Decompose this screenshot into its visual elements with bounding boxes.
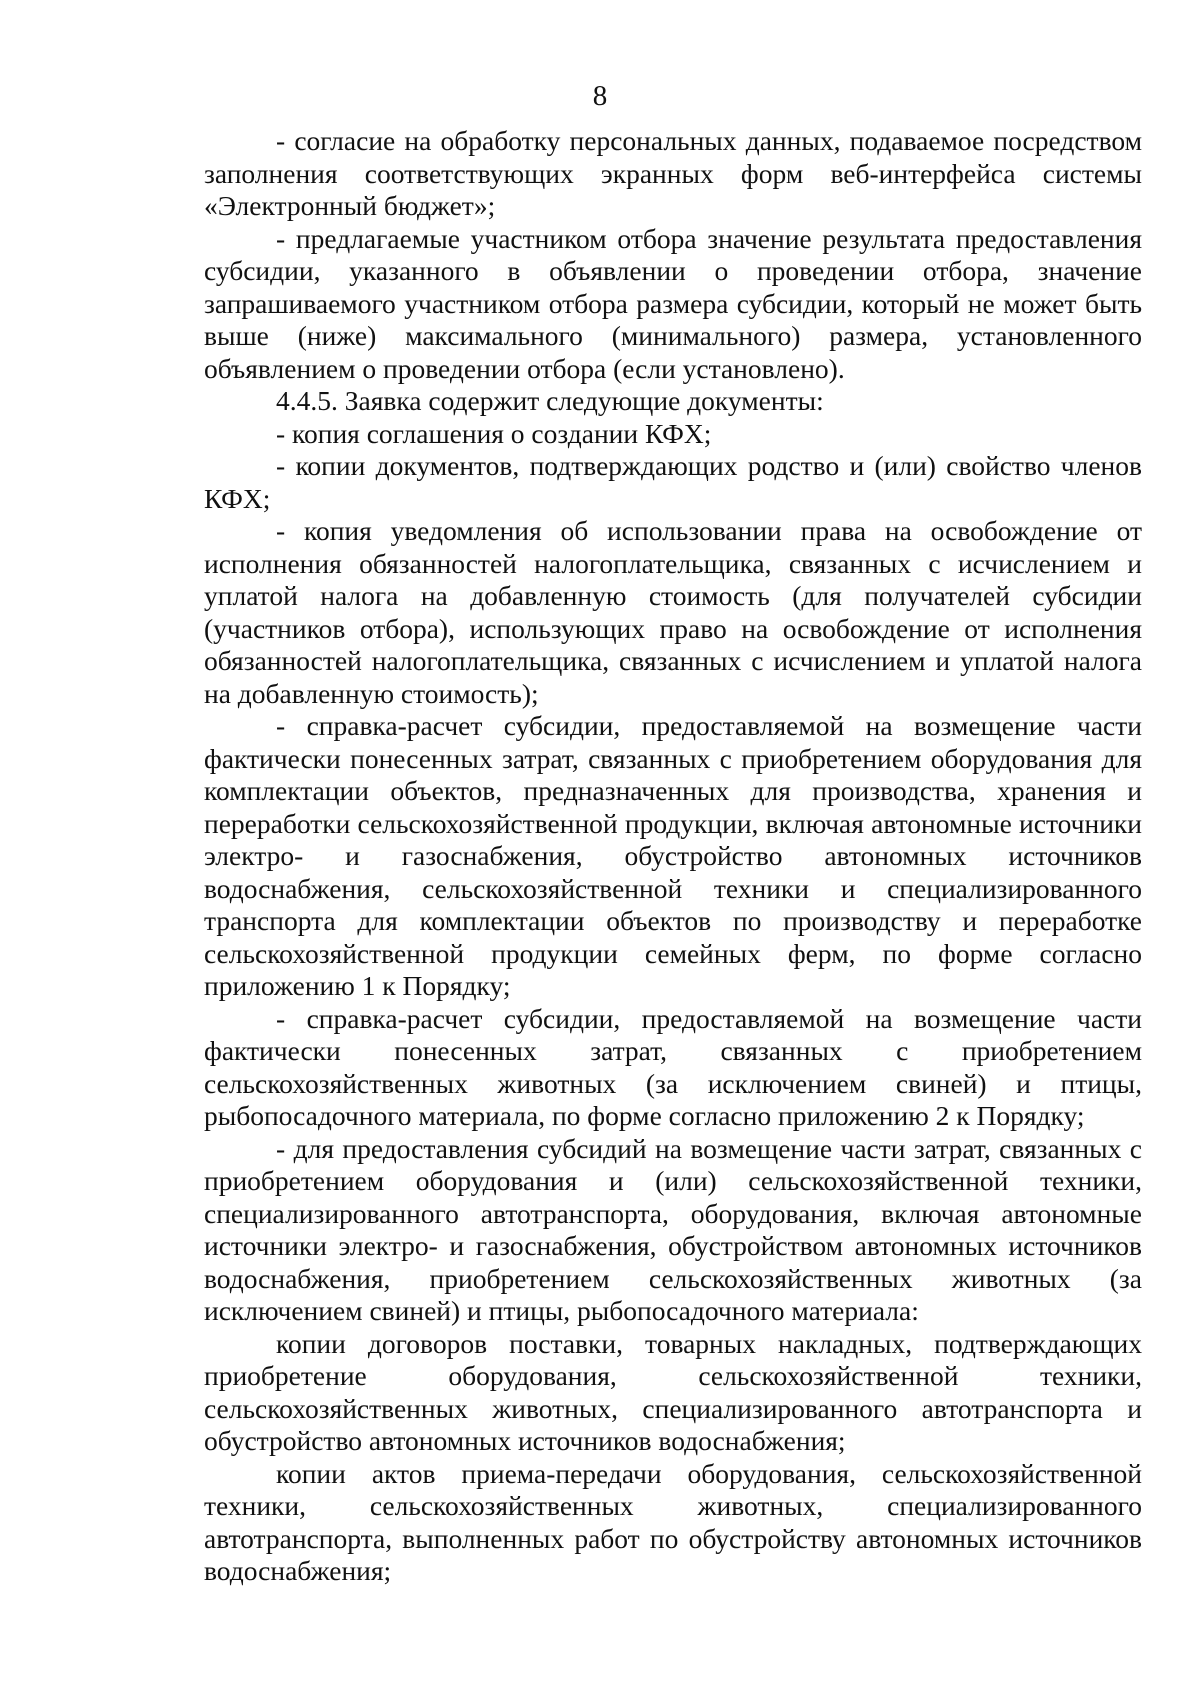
paragraph-supply-contracts: копии договоров поставки, товарных накладных, подтверждающих приобретение оборудования, сельскохозяйственной техники, сельскохозяйственных животных, специализированного автотранспорта и обустройство автономных источников водоснабжения; <box>204 1327 1142 1456</box>
paragraph-kfh-agreement: - копия соглашения о создании КФХ; <box>276 417 712 449</box>
paragraph-result-value: - предлагаемые участником отбора значение результата предоставления субсидии, указанного в объявлении о проведении отбора, значение запрашиваемого участником отбора размера субсидии, который не может быть выше (ниже) максимального (минимального) размера, установленного объявлением о проведении отбора (если установлено). <box>204 222 1142 384</box>
page-number: 8 <box>592 80 608 112</box>
paragraph-calculation-appendix-1: - справка-расчет субсидии, предоставляемой на возмещение части фактически понесенных затрат, связанных с приобретением оборудования для комплектации объектов, предназначенных для производства, хранения и переработки сельскохозяйственной продукции, включая автономные источники электро- и газоснабжения, обустройство автономных источников водоснабжения, сельскохозяйственной техники и специализированного транспорта для комплектации объектов по производству и переработке сельскохозяйственной продукции семейных ферм, по форме согласно приложению 1 к Порядку; <box>204 710 1142 1001</box>
paragraph-section-heading: 4.4.5. Заявка содержит следующие документы: <box>276 385 824 416</box>
paragraph-cost-documents: - для предоставления субсидий на возмещение части затрат, связанных с приобретением оборудования и (или) сельскохозяйственной техники, специализированного автотранспорта, оборудования, включая автономные источники электро- и газоснабжения, обустройством автономных источников водоснабжения, приобретением сельскохозяйственных животных (за исключением свиней) и птицы, рыбопосадочного материала: <box>204 1132 1142 1326</box>
paragraph-vat-notice: - копия уведомления об использовании права на освобождение от исполнения обязанностей налогоплательщика, связанных с исчислением и уплатой налога на добавленную стоимость (для получателей субсидии (участников отбора), использующих право на освобождение от исполнения обязанностей налогоплательщика, связанных с исчислением и уплатой налога на добавленную стоимость); <box>204 515 1142 709</box>
paragraph-consent: - согласие на обработку персональных данных, подаваемое посредством заполнения соответствующих экранных форм веб-интерфейса системы «Электронный бюджет»; <box>204 125 1142 221</box>
paragraph-kinship-documents: - копии документов, подтверждающих родство и (или) свойство членов КФХ; <box>204 450 1142 514</box>
document-body <box>204 125 1142 1588</box>
paragraph-acceptance-acts: копии актов приема-передачи оборудования, сельскохозяйственной техники, сельскохозяйственных животных, специализированного автотранспорта, выполненных работ по обустройству автономных источников водоснабжения; <box>204 1457 1142 1586</box>
paragraph-calculation-appendix-2: - справка-расчет субсидии, предоставляемой на возмещение части фактически понесенных затрат, связанных с приобретением сельскохозяйственных животных (за исключением свиней) и птицы, рыбопосадочного материала, по форме согласно приложению 2 к Порядку; <box>204 1002 1142 1131</box>
